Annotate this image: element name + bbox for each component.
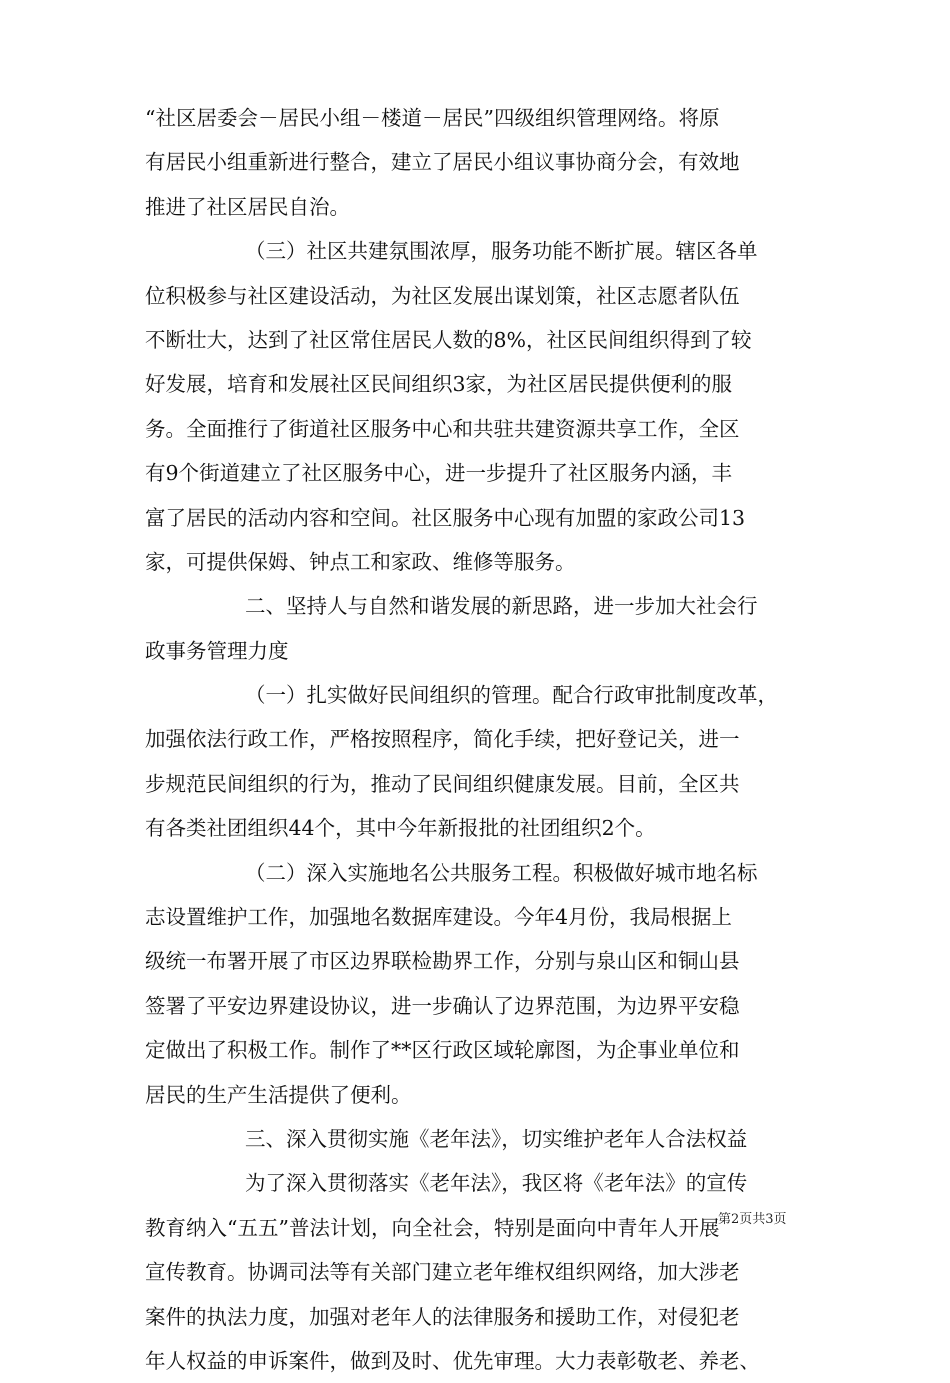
text-line: 加强依法行政工作，严格按照程序，简化手续，把好登记关，进一: [145, 727, 740, 752]
text-line: 三、深入贯彻实施《老年法》，切实维护老年人合法权益: [245, 1126, 748, 1151]
text-line: 家，可提供保姆、钟点工和家政、维修等服务。: [145, 549, 576, 574]
text-line: 定做出了积极工作。制作了**区行政区域轮廓图，为企事业单位和: [145, 1038, 740, 1063]
text-line: 宣传教育。协调司法等有关部门建立老年维权组织网络，加大涉老: [145, 1260, 740, 1285]
text-line: （二）深入实施地名公共服务工程。积极做好城市地名标: [245, 860, 758, 885]
text-line: 富了居民的活动内容和空间。社区服务中心现有加盟的家政公司13: [145, 505, 746, 530]
text-line: 有9个街道建立了社区服务中心，进一步提升了社区服务内涵，丰: [145, 461, 733, 486]
text-line: 好发展，培育和发展社区民间组织3家，为社区居民提供便利的服: [145, 372, 733, 397]
text-line: 签署了平安边界建设协议，进一步确认了边界范围，为边界平安稳: [145, 993, 740, 1018]
text-line: 二、坚持人与自然和谐发展的新思路，进一步加大社会行: [245, 594, 758, 619]
text-line: 位积极参与社区建设活动，为社区发展出谋划策，社区志愿者队伍: [145, 283, 740, 308]
text-line: 为了深入贯彻落实《老年法》，我区将《老年法》的宣传: [245, 1171, 748, 1196]
text-line: 步规范民间组织的行为，推动了民间组织健康发展。目前，全区共: [145, 771, 740, 796]
text-line: 推进了社区居民自治。: [145, 194, 350, 219]
text-line: 志设置维护工作，加强地名数据库建设。今年4月份，我局根据上: [145, 905, 733, 930]
text-line: （三）社区共建氛围浓厚，服务功能不断扩展。辖区各单: [245, 239, 758, 264]
text-line: 级统一布署开展了市区边界联检勘界工作，分别与泉山区和铜山县: [145, 949, 740, 974]
page-number-footer: 第2页共3页: [718, 1212, 787, 1227]
text-line: 政事务管理力度: [145, 638, 289, 663]
document-body: [145, 96, 813, 1383]
text-line: 有各类社团组织44个，其中今年新报批的社团组织2个。: [145, 816, 656, 841]
text-line: 年人权益的申诉案件，做到及时、优先审理。大力表彰敬老、养老、: [145, 1348, 760, 1373]
text-line: 教育纳入“五五”普法计划，向全社会，特别是面向中青年人开展: [145, 1215, 720, 1240]
text-line: 居民的生产生活提供了便利。: [145, 1082, 412, 1107]
text-line: 不断壮大，达到了社区常住居民人数的8%，社区民间组织得到了较: [145, 327, 752, 352]
text-line: （一）扎实做好民间组织的管理。配合行政审批制度改革，: [245, 683, 778, 708]
text-line: 有居民小组重新进行整合，建立了居民小组议事协商分会，有效地: [145, 150, 740, 175]
text-line: 案件的执法力度，加强对老年人的法律服务和援助工作，对侵犯老: [145, 1304, 740, 1329]
text-line: “社区居委会－居民小组－楼道－居民”四级组织管理网络。将原: [145, 106, 720, 130]
text-line: 务。全面推行了街道社区服务中心和共驻共建资源共享工作，全区: [145, 416, 740, 441]
